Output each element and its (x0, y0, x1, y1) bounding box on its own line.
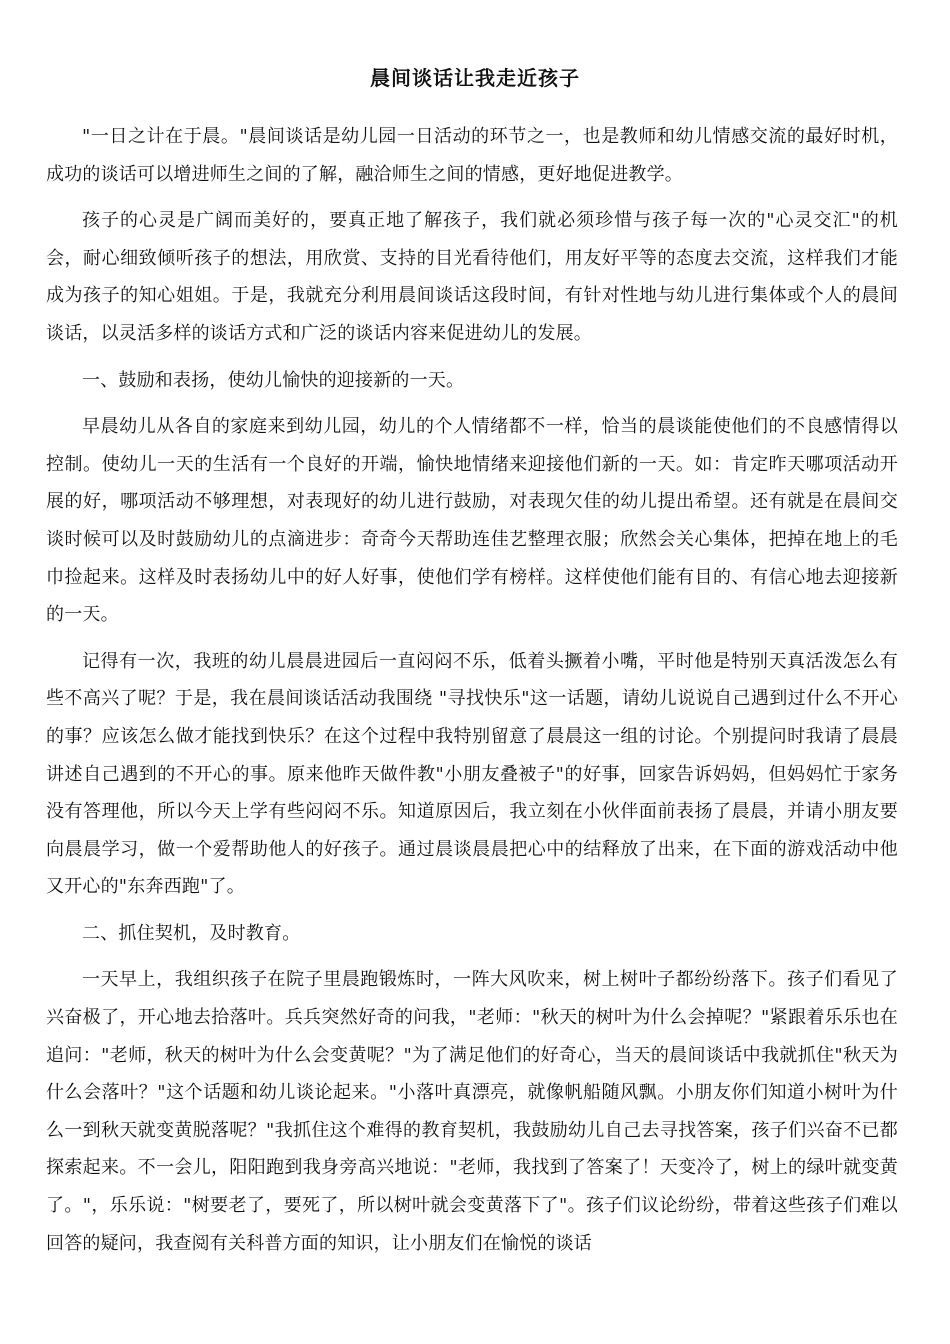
section-heading-1: 一、鼓励和表扬，使幼儿愉快的迎接新的一天。 (82, 369, 465, 391)
document-title: 晨间谈话让我走近孩子 (370, 66, 580, 90)
paragraph-intro: "一日之计在于晨。"晨间谈话是幼儿园一日活动的环节之一，也是教师和幼儿情感交流的最好时机，成功的谈话可以增进师生之间的了解，融洽师生之间的情感，更好地促进教学。 (46, 126, 898, 185)
paragraph-leaves: 一天早上，我组织孩子在院子里晨跑锻炼时，一阵大风吹来，树上树叶子都纷纷落下。孩子们看见了兴奋极了，开心地去拾落叶。兵兵突然好奇的问我，"老师："秋天的树叶为什么会掉呢？"紧跟着乐乐也在追问："老师，秋天的树叶为什么会变黄呢？"为了满足他们的好奇心，当天的晨间谈话中我就抓住"秋天为什么会落叶？"这个话题和幼儿谈论起来。"小落叶真漂亮，就像帆船随风飘。小朋友你们知道小树叶为什么一到秋天就变黄脱落呢？"我抓住这个难得的教育契机，我鼓励幼儿自己去寻找答案，孩子们兴奋不已都探索起来。不一会儿，阳阳跑到我身旁高兴地说："老师，我找到了答案了！天变冷了，树上的绿叶就变黄了。"，乐乐说："树要老了，要死了，所以树叶就会变黄落下了"。孩子们议论纷纷，带着这些孩子们难以回答的疑问，我查阅有关科普方面的知识，让小朋友们在愉悦的谈话 (46, 969, 898, 1254)
paragraph-heart: 孩子的心灵是广阔而美好的，要真正地了解孩子，我们就必须珍惜与孩子每一次的"心灵交汇"的机会，耐心细致倾听孩子的想法，用欣赏、支持的目光看待他们，用友好平等的态度去交流，这样我们才能成为孩子的知心姐姐。于是，我就充分利用晨间谈话这段时间，有针对性地与幼儿进行集体或个人的晨间谈话，以灵活多样的谈话方式和广泛的谈话内容来促进幼儿的发展。 (46, 210, 898, 344)
section-heading-2: 二、抓住契机，及时教育。 (82, 922, 301, 944)
document-body (46, 118, 898, 1271)
paragraph-morning: 早晨幼儿从各自的家庭来到幼儿园，幼儿的个人情绪都不一样，恰当的晨谈能使他们的不良感情得以控制。使幼儿一天的生活有一个良好的开端，愉快地情绪来迎接他们新的一天。如：肯定昨天哪项活动开展的好，哪项活动不够理想，对表现好的幼儿进行鼓励，对表现欠佳的幼儿提出希望。还有就是在晨间交谈时候可以及时鼓励幼儿的点滴进步：奇奇今天帮助连佳艺整理衣服；欣然会关心集体，把掉在地上的毛巾捡起来。这样及时表扬幼儿中的好人好事，使他们学有榜样。这样使他们能有目的、有信心地去迎接新的一天。 (46, 416, 898, 626)
paragraph-chenchen: 记得有一次，我班的幼儿晨晨进园后一直闷闷不乐，低着头撅着小嘴，平时他是特别天真活泼怎么有些不高兴了呢？于是，我在晨间谈话活动我围绕 "寻找快乐"这一话题，请幼儿说说自己遇到过什么不开心的事？应该怎么做才能找到快乐？在这个过程中我特别留意了晨晨这一组的讨论。个别提问时我请了晨晨讲述自己遇到的不开心的事。原来他昨天做件教"小朋友叠被子"的好事，回家告诉妈妈，但妈妈忙于家务没有答理他，所以今天上学有些闷闷不乐。知道原因后，我立刻在小伙伴面前表扬了晨晨，并请小朋友要向晨晨学习，做一个爱帮助他人的好孩子。通过晨谈晨晨把心中的结释放了出来，在下面的游戏活动中他又开心的"东奔西跑"了。 (46, 650, 898, 898)
